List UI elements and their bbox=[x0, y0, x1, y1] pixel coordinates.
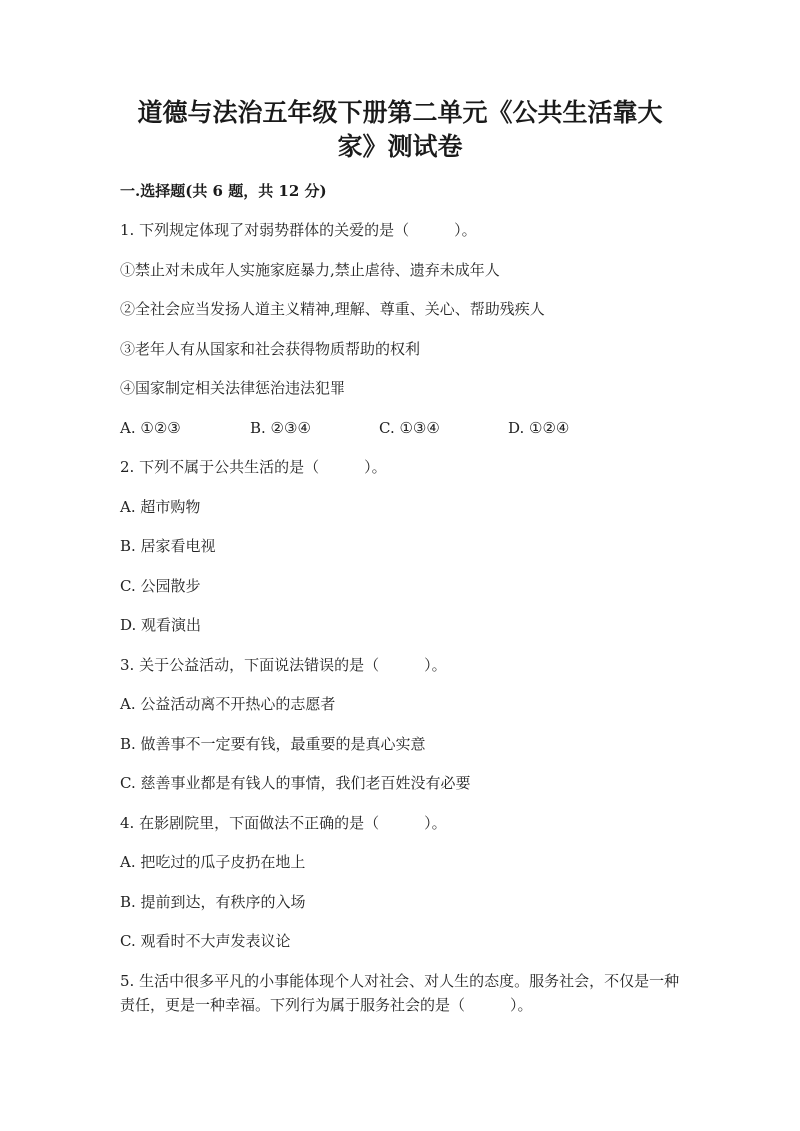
section-heading: 一.选择题(共 6 题，共 12 分) bbox=[120, 182, 327, 200]
question-3-option-a: A. 公益活动离不开热心的志愿者 bbox=[120, 695, 336, 713]
question-1-statement-2: ②全社会应当发扬人道主义精神,理解、尊重、关心、帮助残疾人 bbox=[120, 300, 545, 318]
question-5-stem: 5. 生活中很多平凡的小事能体现个人对社会、对人生的态度。服务社会，不仅是一种责任，更是一种幸福。下列行为属于服务社会的是（ ）。 bbox=[120, 972, 680, 1014]
question-2-option-a: A. 超市购物 bbox=[120, 498, 201, 516]
question-4-stem: 4. 在影剧院里，下面做法不正确的是（ ）。 bbox=[120, 814, 447, 832]
question-1-statement-1: ①禁止对未成年人实施家庭暴力,禁止虐待、遗弃未成年人 bbox=[120, 261, 500, 279]
question-1-option-c: C. ①③④ bbox=[379, 419, 440, 437]
question-2-stem: 2. 下列不属于公共生活的是（ ）。 bbox=[120, 458, 387, 476]
question-4-option-a: A. 把吃过的瓜子皮扔在地上 bbox=[120, 853, 306, 871]
question-1-option-d: D. ①②④ bbox=[508, 419, 570, 437]
question-3-option-b: B. 做善事不一定要有钱，最重要的是真心实意 bbox=[120, 735, 426, 753]
question-1-option-b: B. ②③④ bbox=[250, 419, 311, 437]
exam-title-line-1: 道德与法治五年级下册第二单元《公共生活靠大 bbox=[137, 98, 663, 127]
question-2-option-c: C. 公园散步 bbox=[120, 577, 201, 595]
question-4-option-b: B. 提前到达，有秩序的入场 bbox=[120, 893, 306, 911]
question-1-stem: 1. 下列规定体现了对弱势群体的关爱的是（ ）。 bbox=[120, 221, 477, 239]
exam-title-line-2: 家》测试卷 bbox=[337, 132, 463, 161]
question-1-statement-3: ③老年人有从国家和社会获得物质帮助的权利 bbox=[120, 340, 421, 358]
question-4-option-c: C. 观看时不大声发表议论 bbox=[120, 932, 291, 950]
question-2-option-b: B. 居家看电视 bbox=[120, 537, 216, 555]
question-3-option-c: C. 慈善事业都是有钱人的事情，我们老百姓没有必要 bbox=[120, 774, 471, 792]
question-1-option-a: A. ①②③ bbox=[120, 419, 181, 437]
question-3-stem: 3. 关于公益活动，下面说法错误的是（ ）。 bbox=[120, 656, 447, 674]
question-2-option-d: D. 观看演出 bbox=[120, 616, 202, 634]
question-1-statement-4: ④国家制定相关法律惩治违法犯罪 bbox=[120, 379, 346, 397]
